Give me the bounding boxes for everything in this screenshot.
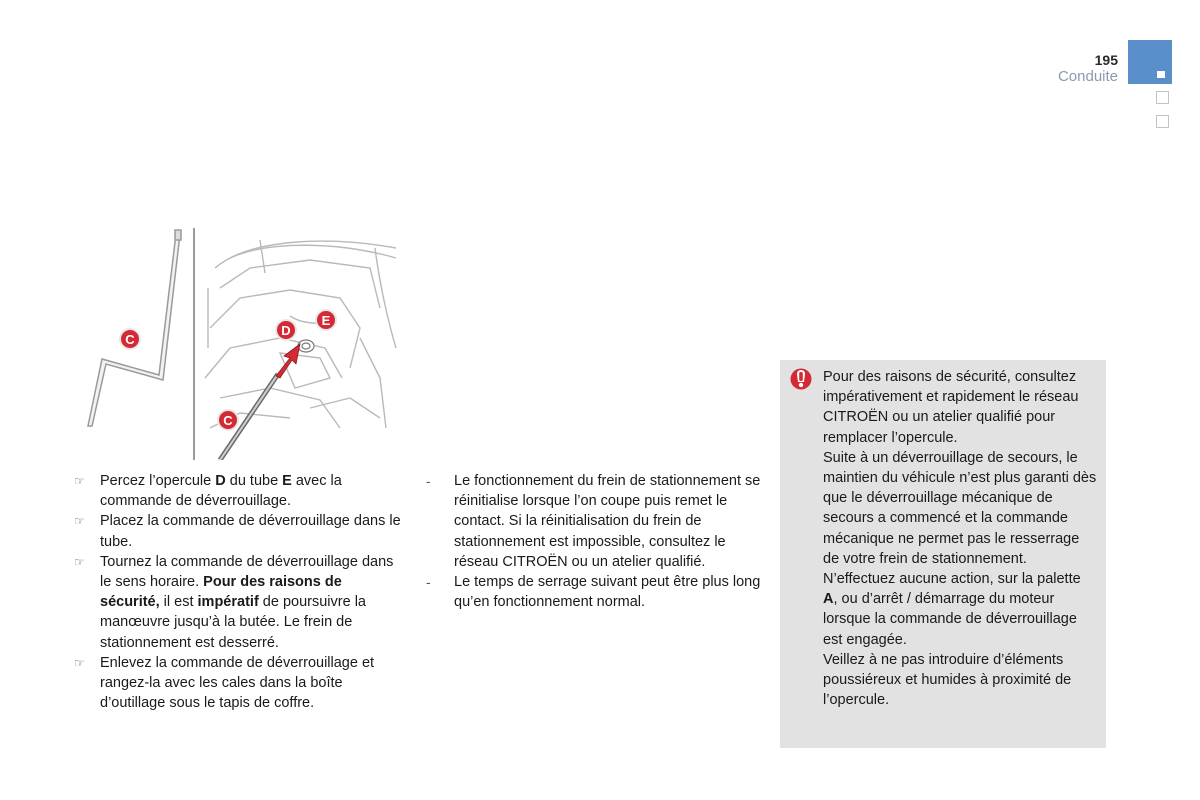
svg-text:C: C (223, 413, 233, 428)
label-c-bottom (218, 410, 238, 430)
chapter-tab-active (1128, 40, 1172, 84)
warning-paragraph: Suite à un déverrouillage de secours, le maintien du véhicule n’est plus garanti dès que le déverrouillage mécanique de secours a commencé et la commande mécanique ne permet pas le resserrage de votre frein de stationnement. (823, 449, 1097, 567)
instructions-column (74, 471, 404, 713)
svg-text:E: E (321, 313, 331, 328)
unlock-tool-rod (88, 230, 181, 426)
list-item: - Le temps de serrage suivant peut être plus long qu’en fonctionnement normal. (426, 574, 761, 611)
unlock-tool-illustration (80, 228, 400, 460)
mechanism-sketch (205, 240, 396, 428)
list-item: ☞ Placez la commande de déverrouillage dans le tube. (74, 513, 401, 550)
chapter-tab-empty (1156, 115, 1169, 128)
warning-text (823, 367, 1098, 710)
warning-box (780, 360, 1106, 748)
dash-bullet: - (426, 574, 431, 591)
list-item: ☞ Tournez la commande de déverrouillage dans le sens horaire. Pour des raisons de sécurité, il est impératif de poursuivre la manœuvre jusqu’à la butée. Le frein de stationnement est desserré. (74, 553, 394, 651)
dash-bullet: - (426, 473, 431, 489)
warning-paragraph: Pour des raisons de sécurité, consultez impérativement et rapidement le réseau CITROËN ou un atelier qualifié pour remplacer l’opercule. (823, 369, 1079, 446)
hand-pointer-icon: ☞ (74, 474, 85, 488)
list-item: ☞ Percez l’opercule D du tube E avec la commande de déverrouillage. (74, 473, 342, 510)
label-d (276, 320, 296, 340)
label-e (316, 310, 336, 330)
label-c-left (120, 329, 140, 349)
tab-marker-icon (1157, 71, 1165, 78)
notes-column (426, 471, 762, 612)
section-title: Conduite (1057, 68, 1118, 85)
page-number: 195 (1094, 52, 1118, 68)
warning-paragraph: Veillez à ne pas introduire d’éléments poussiéreux et humides à proximité de l’opercule. (823, 651, 1072, 709)
list-item: - Le fonctionnement du frein de stationnement se réinitialise lorsque l’on coupe puis remet le contact. Si la réinitialisation du frein de stationnement est impossible, consultez le réseau CITROËN ou un atelier qualifié. (426, 473, 761, 570)
warning-paragraph: N’effectuez aucune action, sur la palette A, ou d’arrêt / démarrage du moteur lorsque la commande de déverrouillage est engagée. (823, 571, 1081, 648)
chapter-tab-empty (1156, 91, 1169, 104)
warning-exclamation-icon (790, 368, 812, 390)
hand-pointer-icon: ☞ (74, 514, 85, 529)
page-header (1058, 52, 1118, 85)
hand-pointer-icon: ☞ (74, 655, 85, 670)
tube-e (298, 340, 314, 352)
hand-pointer-icon: ☞ (74, 554, 85, 569)
svg-text:C: C (125, 332, 135, 347)
list-item: ☞ Enlevez la commande de déverrouillage et rangez-la avec les cales dans la boîte d’outillage sous le tapis de coffre. (74, 654, 375, 712)
svg-text:D: D (281, 323, 291, 338)
